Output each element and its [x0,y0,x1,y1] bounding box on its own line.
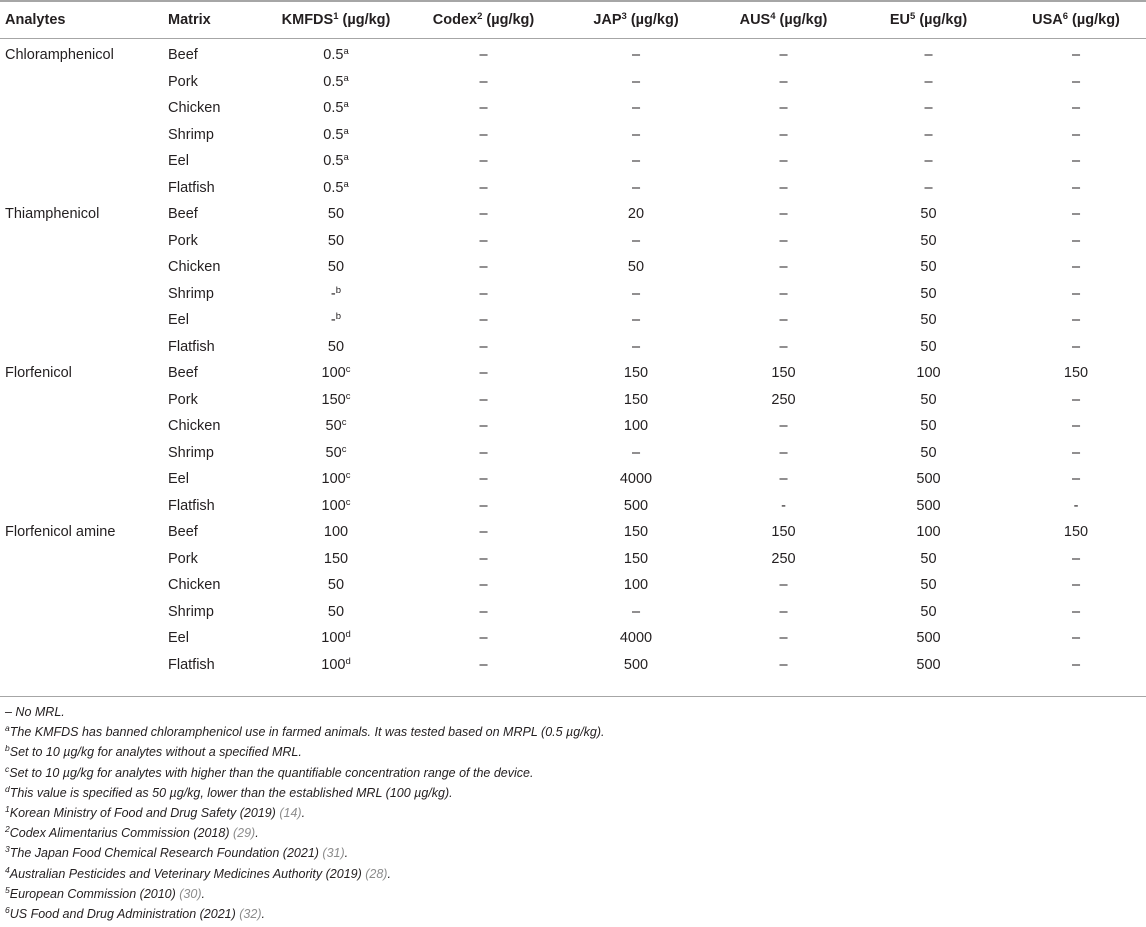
kmfds-cell: 0.5$^a$ [323,72,349,90]
table-row [0,69,1146,96]
kmfds-cell: 100$^c$ [321,364,351,382]
jap-cell: 500 [623,497,649,514]
table-row [0,334,1146,361]
jap-cell: – [631,47,641,64]
jap-cell: – [631,312,641,329]
codex-cell: – [479,497,488,514]
matrix-cell: Pork [168,232,198,249]
jap-cell: 4000 [619,471,653,488]
kmfds-cell: 50 [327,206,345,223]
usa-cell: – [1071,603,1081,620]
analyte-cell: Florfenicol amine [5,524,116,541]
footnote-marker: d [345,655,351,667]
footnote-marker: d [345,629,351,641]
eu-cell: 50 [920,603,937,620]
codex-cell: – [479,418,488,435]
analyte-cell [0,440,168,467]
footnote-marker: c [345,390,351,402]
footnote: $^6$US Food and Drug Administration (2021) (32). [5,905,265,922]
footnote: $^1$Korean Ministry of Food and Drug Safety (2019) (14). [5,804,306,821]
codex-cell: – [479,153,488,170]
kmfds-cell: 0.5$^a$ [323,125,349,143]
aus-cell: – [779,153,788,170]
footnote-marker: b [335,284,342,296]
usa-cell: – [1071,630,1081,647]
jap-cell: 100 [623,577,649,594]
footnote-marker: a [343,46,349,58]
table-row [0,254,1146,281]
table-row [0,519,1146,546]
table-row [0,228,1146,255]
aus-cell: – [779,418,788,435]
matrix-cell: Shrimp [168,285,214,302]
footnote-marker: a [343,99,349,111]
jap-cell: – [631,179,641,196]
aus-cell: – [779,179,788,196]
jap-cell: – [631,338,641,355]
table-row [0,572,1146,599]
matrix-cell: Beef [168,206,198,223]
eu-cell: 100 [916,365,941,382]
jap-cell: – [631,444,641,461]
kmfds-cell: 100 [323,524,349,541]
codex-cell: – [479,259,488,276]
table-row [0,599,1146,626]
analyte-cell: Thiamphenicol [5,206,100,223]
jap-cell: 20 [627,206,645,223]
usa-cell: – [1071,179,1081,196]
usa-cell: – [1071,550,1081,567]
codex-cell: – [479,524,488,541]
table-bottom-rule [0,696,1146,697]
reference-link[interactable]: (32) [239,907,262,922]
matrix-cell: Eel [168,471,189,488]
usa-cell: – [1071,206,1081,223]
analyte-cell [0,334,168,361]
eu-cell: 50 [920,232,937,249]
header-analytes: Analytes [5,12,66,28]
matrix-cell: Flatfish [168,338,215,355]
reference-link[interactable]: (30) [179,886,202,901]
kmfds-cell: 50 [327,259,345,276]
matrix-cell: Beef [168,365,198,382]
aus-cell: 150 [771,524,796,541]
analyte-cell [0,148,168,175]
codex-cell: – [479,47,488,64]
usa-cell: – [1071,153,1081,170]
jap-cell: – [631,126,641,143]
kmfds-cell: 150$^c$ [321,390,351,408]
jap-cell: – [631,603,641,620]
analyte-cell [0,599,168,626]
eu-cell: 50 [920,418,937,435]
footnote-marker: a [343,125,349,137]
usa-cell: – [1071,391,1081,408]
aus-cell: – [779,47,788,64]
header-jap: JAP$^3$ (µg/kg) [593,11,679,28]
codex-cell: – [479,471,488,488]
table-row [0,201,1146,228]
usa-cell: – [1071,259,1081,276]
jap-cell: 50 [627,259,645,276]
codex-cell: – [479,232,488,249]
eu-cell: 500 [916,471,941,488]
aus-cell: 250 [771,391,796,408]
table-row [0,281,1146,308]
eu-cell: – [924,47,933,64]
matrix-cell: Shrimp [168,126,214,143]
analyte-cell [0,387,168,414]
matrix-cell: Pork [168,550,198,567]
eu-cell: 500 [916,497,941,514]
eu-cell: 50 [920,444,937,461]
kmfds-cell: 0.5$^a$ [323,178,349,196]
analyte-cell [0,228,168,255]
jap-cell: – [631,73,641,90]
analyte-cell [0,175,168,202]
header-matrix: Matrix [168,12,211,28]
usa-cell: – [1071,577,1081,594]
jap-cell: 4000 [619,630,653,647]
kmfds-cell: -$^b$ [330,284,342,302]
eu-cell: 50 [920,577,937,594]
analyte-cell [0,281,168,308]
kmfds-cell: 0.5$^a$ [323,46,349,64]
mrl-table [0,2,1146,678]
footnote-marker: a [343,152,349,164]
usa-cell: – [1071,418,1081,435]
matrix-cell: Chicken [168,577,221,594]
eu-cell: 50 [920,285,937,302]
table-row [0,493,1146,520]
aus-cell: – [779,630,788,647]
matrix-cell: Eel [168,630,189,647]
aus-cell: – [779,312,788,329]
matrix-cell: Beef [168,524,198,541]
eu-cell: 50 [920,206,937,223]
matrix-cell: Chicken [168,418,221,435]
header-kmfds: KMFDS$^1$ (µg/kg) [281,11,391,28]
eu-cell: 50 [920,391,937,408]
kmfds-cell: 100$^d$ [321,629,351,647]
table-row [0,413,1146,440]
jap-cell: – [631,232,641,249]
footnote: $^a$The KMFDS has banned chloramphenicol use in farmed animals. It was tested based on MRPL (0.5 µg/kg). [5,723,605,740]
kmfds-cell: 50 [327,232,345,249]
codex-cell: – [479,179,488,196]
table-row [0,652,1146,679]
codex-cell: – [479,603,488,620]
aus-cell: – [779,232,788,249]
aus-cell: 150 [771,365,796,382]
codex-cell: – [479,577,488,594]
aus-cell: – [779,259,788,276]
codex-cell: – [479,656,488,673]
matrix-cell: Eel [168,153,189,170]
codex-cell: – [479,206,488,223]
eu-cell: – [924,179,933,196]
eu-cell: 50 [920,312,937,329]
eu-cell: – [924,153,933,170]
jap-cell: 150 [623,365,649,382]
footnote: $^4$Australian Pesticides and Veterinary Medicines Authority (2019) (28). [5,864,391,881]
matrix-cell: Shrimp [168,603,214,620]
table-row [0,625,1146,652]
usa-cell: – [1071,312,1081,329]
jap-cell: 150 [623,524,649,541]
footnotes [5,702,1135,924]
analyte-cell [0,254,168,281]
footnote: $^3$The Japan Food Chemical Research Foundation (2021) (31). [5,844,349,861]
kmfds-cell: 50 [327,338,345,355]
eu-cell: 100 [916,524,941,541]
codex-cell: – [479,391,488,408]
usa-cell: – [1071,444,1081,461]
jap-cell: – [631,285,641,302]
jap-cell: 150 [623,391,649,408]
aus-cell: – [779,603,788,620]
analyte-cell [0,69,168,96]
table-row [0,546,1146,573]
eu-cell: 500 [916,656,941,673]
usa-cell: – [1071,47,1081,64]
analyte-cell [0,307,168,334]
footnote: $^5$European Commission (2010) (30). [5,884,205,901]
aus-cell: - [781,497,786,514]
aus-cell: – [779,444,788,461]
codex-cell: – [479,73,488,90]
table-body [0,38,1146,678]
table-row [0,38,1146,69]
codex-cell: – [479,100,488,117]
usa-cell: – [1071,126,1081,143]
kmfds-cell: 100$^c$ [321,470,351,488]
analyte-cell [0,413,168,440]
footnote-marker: c [341,417,347,429]
kmfds-cell: 0.5$^a$ [323,99,349,117]
matrix-cell: Beef [168,47,198,64]
footnote-marker: c [341,443,347,455]
header-row [0,2,1146,38]
aus-cell: – [779,206,788,223]
usa-cell: - [1073,497,1079,514]
footnote: $^b$Set to 10 µg/kg for analytes without a specified MRL. [5,743,302,760]
aus-cell: – [779,471,788,488]
table-row [0,95,1146,122]
table-row [0,440,1146,467]
header-usa: USA$^6$ (µg/kg) [1032,11,1120,28]
matrix-cell: Chicken [168,100,221,117]
codex-cell: – [479,312,488,329]
footnote: $^d$This value is specified as 50 µg/kg, lower than the established MRL (100 µg/kg). [5,783,453,800]
reference-link[interactable]: (29) [232,826,256,841]
kmfds-cell: 50 [327,603,345,620]
header-codex: Codex$^2$ (µg/kg) [432,11,535,28]
eu-cell: – [924,100,933,117]
footnote-marker: a [343,178,349,190]
jap-cell: 100 [623,418,649,435]
table-row [0,466,1146,493]
footnote: – No MRL. [5,705,65,719]
kmfds-cell: 50 [327,577,345,594]
matrix-cell: Shrimp [168,444,214,461]
eu-cell: 50 [920,550,937,567]
kmfds-cell: 50$^c$ [325,417,347,435]
eu-cell: – [924,73,933,90]
table-row [0,307,1146,334]
jap-cell: – [631,153,641,170]
usa-cell: – [1071,73,1081,90]
analyte-cell [0,572,168,599]
analyte-cell: Florfenicol [5,365,72,382]
usa-cell: – [1071,338,1081,355]
jap-cell: 150 [623,550,649,567]
eu-cell: 500 [916,630,941,647]
eu-cell: – [924,126,933,143]
matrix-cell: Pork [168,391,198,408]
footnote-marker: a [343,72,349,84]
reference-link[interactable]: (14) [279,806,302,821]
table-row [0,360,1146,387]
usa-cell: – [1071,100,1081,117]
matrix-cell: Flatfish [168,497,215,514]
header-eu: $EU^5$ (µg/kg) [889,11,968,28]
table-row [0,387,1146,414]
analyte-cell [0,546,168,573]
usa-cell: – [1071,232,1081,249]
jap-cell: – [631,100,641,117]
usa-cell: – [1071,471,1081,488]
footnote: $^c$Set to 10 µg/kg for analytes with higher than the quantifiable concentration range of the device. [5,763,534,780]
codex-cell: – [479,630,488,647]
aus-cell: – [779,126,788,143]
analyte-cell [0,466,168,493]
eu-cell: 50 [920,259,937,276]
kmfds-cell: 0.5$^a$ [323,152,349,170]
matrix-cell: Pork [168,73,198,90]
analyte-cell [0,652,168,679]
codex-cell: – [479,285,488,302]
kmfds-cell: 50$^c$ [325,443,347,461]
analyte-cell [0,493,168,520]
footnote-marker: c [345,496,351,508]
aus-cell: – [779,577,788,594]
header-aus: AUS$^4$ (µg/kg) [739,11,828,28]
eu-cell: 50 [920,338,937,355]
table-row [0,148,1146,175]
usa-cell: – [1071,656,1081,673]
aus-cell: – [779,100,788,117]
codex-cell: – [479,365,488,382]
analyte-cell [0,625,168,652]
kmfds-cell: -$^b$ [330,311,342,329]
aus-cell: – [779,656,788,673]
analyte-cell: Chloramphenicol [5,47,114,64]
analyte-cell [0,95,168,122]
aus-cell: – [779,285,788,302]
aus-cell: 250 [771,550,796,567]
table-row [0,122,1146,149]
footnote-marker: c [345,364,351,376]
reference-link[interactable]: (31) [322,846,345,861]
kmfds-cell: 100$^d$ [321,655,351,673]
matrix-cell: Flatfish [168,179,215,196]
codex-cell: – [479,444,488,461]
aus-cell: – [779,73,788,90]
footnote-marker: b [335,311,342,323]
aus-cell: – [779,338,788,355]
matrix-cell: Flatfish [168,656,215,673]
codex-cell: – [479,550,488,567]
codex-cell: – [479,126,488,143]
kmfds-cell: 150 [323,550,349,567]
matrix-cell: Chicken [168,259,221,276]
usa-cell: – [1071,285,1081,302]
reference-link[interactable]: (28) [365,866,388,881]
table-row [0,175,1146,202]
analyte-cell [0,122,168,149]
footnote: $^2$Codex Alimentarius Commission (2018) (29). [5,824,259,841]
kmfds-cell: 100$^c$ [321,496,351,514]
matrix-cell: Eel [168,312,189,329]
usa-cell: 150 [1063,365,1089,382]
usa-cell: 150 [1063,524,1089,541]
codex-cell: – [479,338,488,355]
jap-cell: 500 [623,656,649,673]
footnote-marker: c [345,470,351,482]
